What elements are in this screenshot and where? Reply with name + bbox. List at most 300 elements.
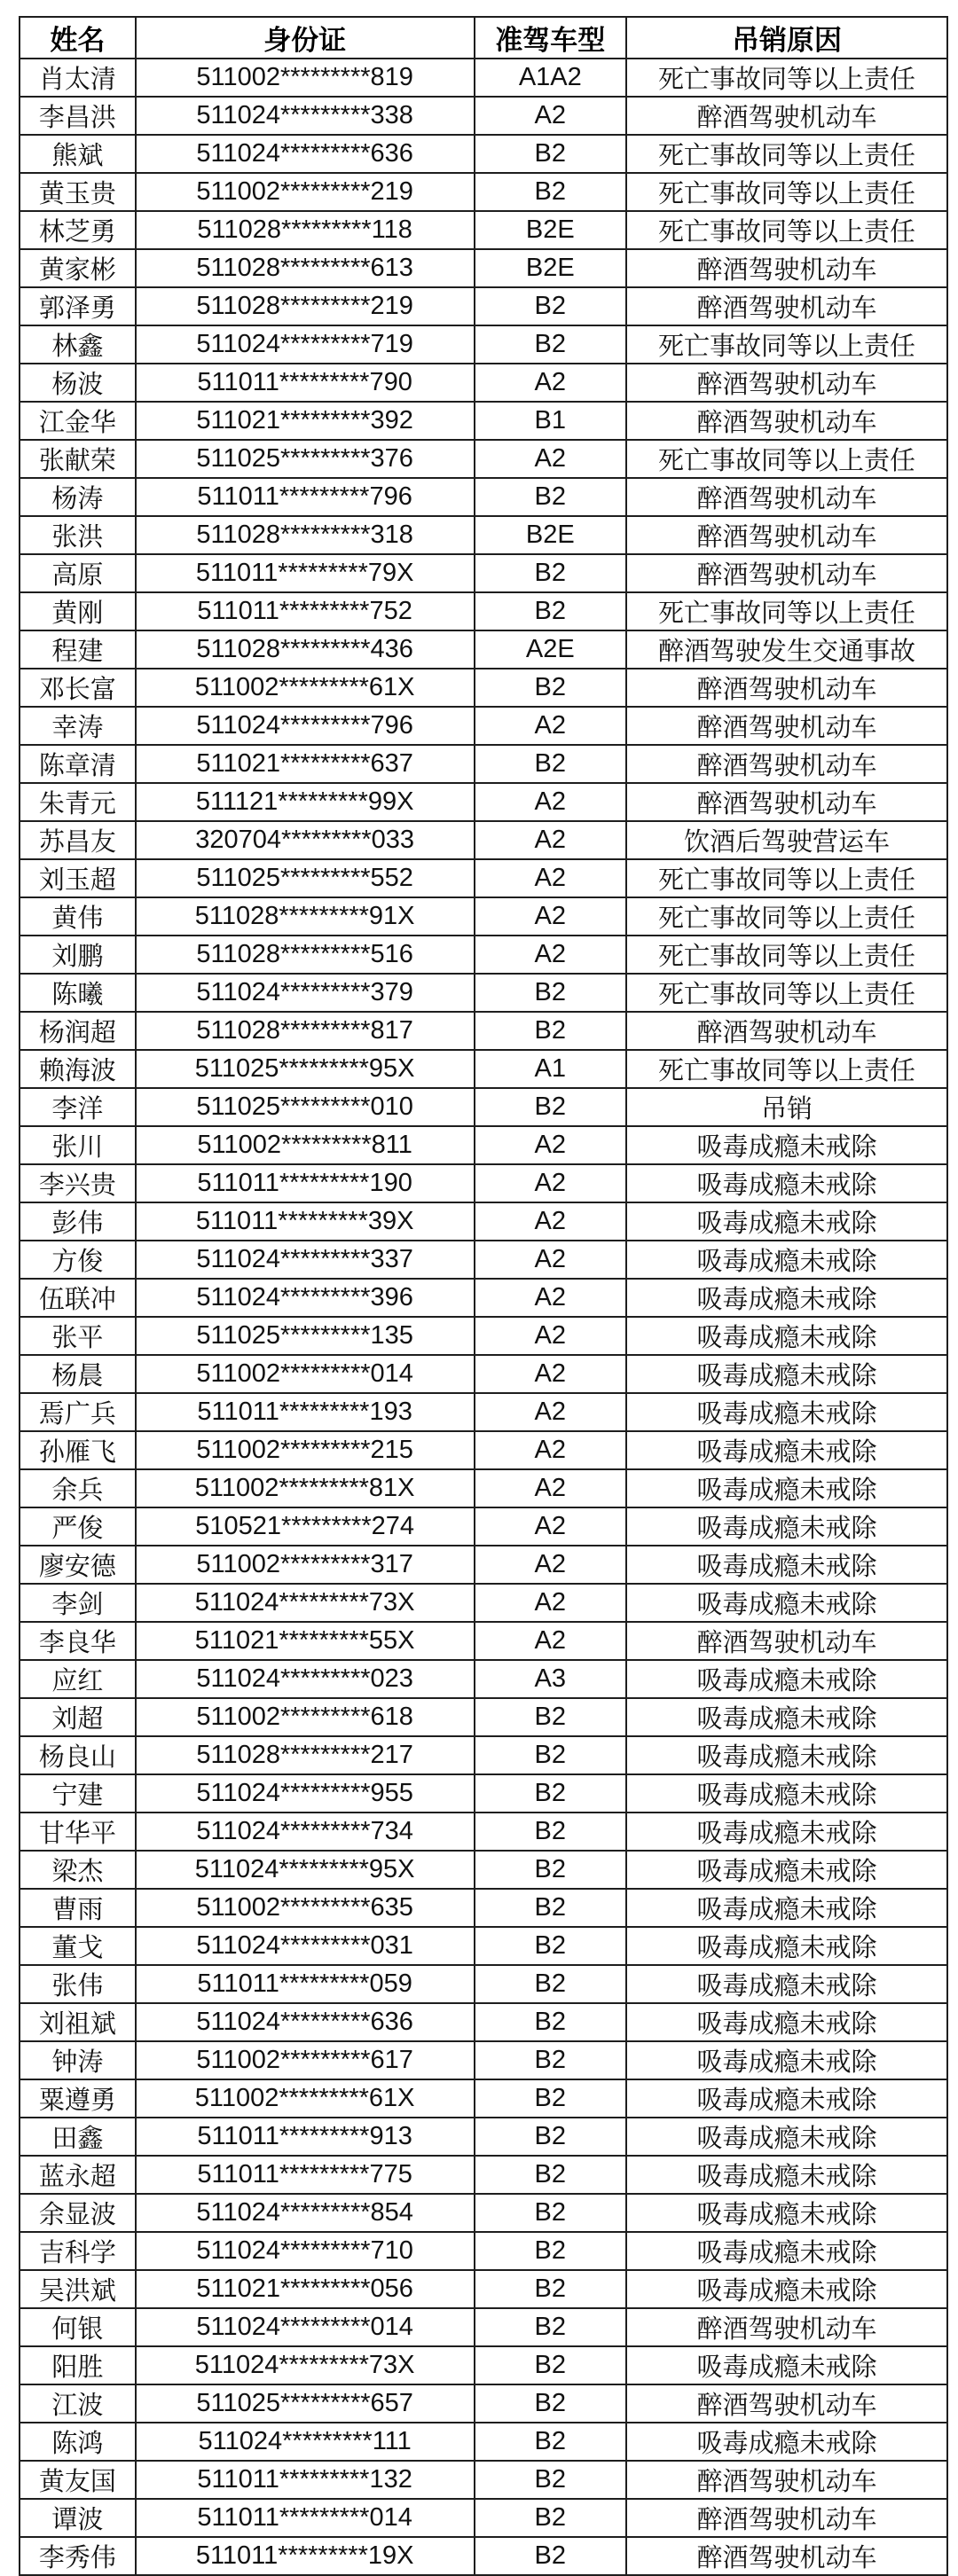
cell-name: 张献荣 [20, 440, 136, 478]
cell-name: 幸涛 [20, 707, 136, 745]
cell-id: 511011*********19X [136, 2537, 475, 2575]
cell-id: 511011*********059 [136, 1965, 475, 2003]
column-header-type: 准驾车型 [475, 17, 627, 59]
cell-reason: 醉酒驾驶机动车 [626, 2308, 947, 2346]
cell-reason: 吸毒成瘾未戒除 [626, 1584, 947, 1622]
table-row [20, 669, 947, 707]
cell-reason: 吸毒成瘾未戒除 [626, 1736, 947, 1774]
cell-type: B2 [475, 325, 627, 364]
cell-name: 田鑫 [20, 2118, 136, 2156]
cell-name: 杨润超 [20, 1012, 136, 1050]
table-row [20, 1050, 947, 1088]
cell-type: A2 [475, 440, 627, 478]
cell-type: B2 [475, 1088, 627, 1126]
cell-type: B2 [475, 2423, 627, 2461]
cell-name: 张川 [20, 1126, 136, 1164]
table-row [20, 1622, 947, 1660]
table-row [20, 1698, 947, 1736]
cell-name: 廖安德 [20, 1546, 136, 1584]
cell-name: 黄友国 [20, 2461, 136, 2499]
cell-id: 320704*********033 [136, 821, 475, 859]
table-row [20, 1202, 947, 1241]
cell-type: B2 [475, 974, 627, 1012]
cell-type: A1 [475, 1050, 627, 1088]
cell-reason: 醉酒驾驶机动车 [626, 2537, 947, 2575]
cell-type: B2 [475, 135, 627, 173]
table-row [20, 2118, 947, 2156]
cell-name: 余显波 [20, 2194, 136, 2232]
cell-id: 511024*********111 [136, 2423, 475, 2461]
cell-id: 511028*********817 [136, 1012, 475, 1050]
cell-id: 511028*********516 [136, 936, 475, 974]
cell-name: 谭波 [20, 2499, 136, 2537]
table-row [20, 1774, 947, 1813]
cell-type: B2 [475, 1736, 627, 1774]
cell-name: 陈章清 [20, 745, 136, 783]
cell-id: 511002*********317 [136, 1546, 475, 1584]
cell-id: 511002*********618 [136, 1698, 475, 1736]
cell-name: 邓长富 [20, 669, 136, 707]
cell-name: 钟涛 [20, 2041, 136, 2079]
cell-reason: 吸毒成瘾未戒除 [626, 1355, 947, 1393]
cell-id: 511021*********55X [136, 1622, 475, 1660]
cell-name: 杨晨 [20, 1355, 136, 1393]
cell-reason: 醉酒驾驶机动车 [626, 478, 947, 516]
cell-name: 陈曦 [20, 974, 136, 1012]
cell-id: 511011*********775 [136, 2156, 475, 2194]
cell-reason: 吸毒成瘾未戒除 [626, 1164, 947, 1202]
cell-type: A2 [475, 707, 627, 745]
cell-type: A2 [475, 364, 627, 402]
cell-type: B2 [475, 2003, 627, 2041]
table-row [20, 2499, 947, 2537]
cell-type: B2 [475, 1774, 627, 1813]
cell-type: A2 [475, 897, 627, 936]
table-row [20, 783, 947, 821]
cell-type: A1A2 [475, 59, 627, 97]
cell-type: A2 [475, 1584, 627, 1622]
table-row [20, 2423, 947, 2461]
cell-reason: 吸毒成瘾未戒除 [626, 2270, 947, 2308]
cell-reason: 吸毒成瘾未戒除 [626, 2156, 947, 2194]
table-row [20, 1965, 947, 2003]
cell-id: 511024*********636 [136, 135, 475, 173]
cell-type: A2E [475, 630, 627, 669]
cell-reason: 醉酒驾驶机动车 [626, 783, 947, 821]
cell-reason: 吸毒成瘾未戒除 [626, 1202, 947, 1241]
header-row [20, 17, 947, 59]
cell-name: 江金华 [20, 402, 136, 440]
cell-name: 杨涛 [20, 478, 136, 516]
table-row [20, 135, 947, 173]
cell-id: 511002*********215 [136, 1431, 475, 1469]
cell-reason: 醉酒驾驶机动车 [626, 97, 947, 135]
cell-type: A2 [475, 1546, 627, 1584]
cell-name: 伍联冲 [20, 1279, 136, 1317]
table-row [20, 821, 947, 859]
cell-id: 511024*********796 [136, 707, 475, 745]
cell-id: 511024*********014 [136, 2308, 475, 2346]
cell-reason: 吸毒成瘾未戒除 [626, 1126, 947, 1164]
cell-type: B2 [475, 2308, 627, 2346]
cell-id: 511028*********91X [136, 897, 475, 936]
cell-type: B2 [475, 1965, 627, 2003]
cell-reason: 醉酒驾驶发生交通事故 [626, 630, 947, 669]
cell-id: 511024*********734 [136, 1813, 475, 1851]
cell-id: 511028*********318 [136, 516, 475, 554]
cell-id: 511024*********023 [136, 1660, 475, 1698]
cell-reason: 吸毒成瘾未戒除 [626, 1851, 947, 1889]
cell-id: 511024*********719 [136, 325, 475, 364]
cell-name: 粟遵勇 [20, 2079, 136, 2118]
cell-name: 方俊 [20, 1241, 136, 1279]
cell-type: B2 [475, 2041, 627, 2079]
cell-id: 511011*********913 [136, 2118, 475, 2156]
cell-id: 511021*********392 [136, 402, 475, 440]
cell-type: A2 [475, 1622, 627, 1660]
table-row [20, 1851, 947, 1889]
cell-name: 张伟 [20, 1965, 136, 2003]
cell-name: 李剑 [20, 1584, 136, 1622]
table-row [20, 1736, 947, 1774]
cell-reason: 醉酒驾驶机动车 [626, 516, 947, 554]
table-row [20, 1279, 947, 1317]
cell-type: B2 [475, 2461, 627, 2499]
column-header-id: 身份证 [136, 17, 475, 59]
cell-name: 刘祖斌 [20, 2003, 136, 2041]
cell-name: 江波 [20, 2384, 136, 2423]
cell-name: 刘玉超 [20, 859, 136, 897]
cell-name: 陈鸿 [20, 2423, 136, 2461]
cell-name: 肖太清 [20, 59, 136, 97]
cell-type: A2 [475, 1469, 627, 1507]
cell-reason: 醉酒驾驶机动车 [626, 745, 947, 783]
cell-type: A2 [475, 1355, 627, 1393]
cell-type: B2 [475, 2118, 627, 2156]
cell-type: B2 [475, 2156, 627, 2194]
cell-type: A2 [475, 1279, 627, 1317]
table-row [20, 707, 947, 745]
cell-id: 511028*********613 [136, 249, 475, 287]
table-row [20, 1431, 947, 1469]
cell-name: 朱青元 [20, 783, 136, 821]
cell-reason: 死亡事故同等以上责任 [626, 974, 947, 1012]
cell-type: A2 [475, 1507, 627, 1546]
table-row [20, 1584, 947, 1622]
cell-reason: 吸毒成瘾未戒除 [626, 1927, 947, 1965]
cell-name: 董戈 [20, 1927, 136, 1965]
cell-reason: 吸毒成瘾未戒除 [626, 1774, 947, 1813]
cell-reason: 吸毒成瘾未戒除 [626, 2194, 947, 2232]
cell-type: B2 [475, 2537, 627, 2575]
cell-type: B2 [475, 1012, 627, 1050]
cell-reason: 醉酒驾驶机动车 [626, 2499, 947, 2537]
cell-reason: 醉酒驾驶机动车 [626, 249, 947, 287]
cell-name: 熊斌 [20, 135, 136, 173]
cell-type: B2 [475, 2232, 627, 2270]
cell-reason: 死亡事故同等以上责任 [626, 211, 947, 249]
cell-name: 林芝勇 [20, 211, 136, 249]
cell-reason: 死亡事故同等以上责任 [626, 897, 947, 936]
cell-type: A2 [475, 783, 627, 821]
cell-type: A2 [475, 1393, 627, 1431]
table-row [20, 2346, 947, 2384]
cell-name: 李昌洪 [20, 97, 136, 135]
table-row [20, 440, 947, 478]
cell-type: B2 [475, 2384, 627, 2423]
cell-id: 511011*********790 [136, 364, 475, 402]
cell-name: 郭泽勇 [20, 287, 136, 325]
cell-type: A2 [475, 1126, 627, 1164]
cell-reason: 吸毒成瘾未戒除 [626, 1546, 947, 1584]
cell-name: 黄伟 [20, 897, 136, 936]
cell-type: B1 [475, 402, 627, 440]
table-row [20, 1126, 947, 1164]
cell-type: B2 [475, 669, 627, 707]
table-row [20, 1393, 947, 1431]
cell-type: B2 [475, 1889, 627, 1927]
cell-type: B2 [475, 173, 627, 211]
cell-id: 511024*********031 [136, 1927, 475, 1965]
cell-reason: 死亡事故同等以上责任 [626, 440, 947, 478]
cell-reason: 醉酒驾驶机动车 [626, 287, 947, 325]
cell-reason: 死亡事故同等以上责任 [626, 859, 947, 897]
cell-reason: 吸毒成瘾未戒除 [626, 1698, 947, 1736]
cell-name: 杨良山 [20, 1736, 136, 1774]
cell-id: 511011*********132 [136, 2461, 475, 2499]
cell-id: 511025*********376 [136, 440, 475, 478]
table-row [20, 173, 947, 211]
cell-reason: 醉酒驾驶机动车 [626, 554, 947, 592]
cell-type: B2E [475, 211, 627, 249]
cell-reason: 吸毒成瘾未戒除 [626, 1507, 947, 1546]
table-row [20, 859, 947, 897]
cell-reason: 醉酒驾驶机动车 [626, 1012, 947, 1050]
cell-reason: 醉酒驾驶机动车 [626, 2384, 947, 2423]
cell-id: 511002*********617 [136, 2041, 475, 2079]
table-row [20, 2270, 947, 2308]
cell-name: 焉广兵 [20, 1393, 136, 1431]
table-row [20, 1088, 947, 1126]
cell-name: 林鑫 [20, 325, 136, 364]
cell-type: B2 [475, 2346, 627, 2384]
table-row [20, 2041, 947, 2079]
table-row [20, 2232, 947, 2270]
cell-name: 严俊 [20, 1507, 136, 1546]
table-row [20, 630, 947, 669]
cell-name: 刘超 [20, 1698, 136, 1736]
cell-name: 李兴贵 [20, 1164, 136, 1202]
table-row [20, 249, 947, 287]
cell-type: B2 [475, 478, 627, 516]
table-row [20, 2079, 947, 2118]
table-row [20, 211, 947, 249]
cell-id: 511025*********657 [136, 2384, 475, 2423]
cell-reason: 死亡事故同等以上责任 [626, 936, 947, 974]
cell-id: 511021*********637 [136, 745, 475, 783]
cell-id: 511002*********819 [136, 59, 475, 97]
cell-id: 511021*********056 [136, 2270, 475, 2308]
cell-type: B2 [475, 1851, 627, 1889]
cell-reason: 吸毒成瘾未戒除 [626, 1469, 947, 1507]
cell-id: 511011*********193 [136, 1393, 475, 1431]
cell-type: B2 [475, 1927, 627, 1965]
table-row [20, 554, 947, 592]
cell-reason: 吸毒成瘾未戒除 [626, 1279, 947, 1317]
table-row [20, 1317, 947, 1355]
column-header-name: 姓名 [20, 17, 136, 59]
cell-name: 黄玉贵 [20, 173, 136, 211]
table-row [20, 97, 947, 135]
cell-type: A2 [475, 1241, 627, 1279]
cell-type: B2 [475, 1698, 627, 1736]
table-row [20, 2308, 947, 2346]
cell-id: 511002*********81X [136, 1469, 475, 1507]
cell-id: 511024*********955 [136, 1774, 475, 1813]
cell-reason: 吸毒成瘾未戒除 [626, 1393, 947, 1431]
cell-name: 黄家彬 [20, 249, 136, 287]
cell-id: 511121*********99X [136, 783, 475, 821]
cell-name: 刘鹏 [20, 936, 136, 974]
table-row [20, 1813, 947, 1851]
cell-name: 阳胜 [20, 2346, 136, 2384]
cell-name: 张平 [20, 1317, 136, 1355]
cell-id: 511024*********710 [136, 2232, 475, 2270]
cell-id: 511002*********61X [136, 669, 475, 707]
table-row [20, 974, 947, 1012]
cell-reason: 吸毒成瘾未戒除 [626, 1813, 947, 1851]
cell-id: 511025*********010 [136, 1088, 475, 1126]
cell-reason: 死亡事故同等以上责任 [626, 173, 947, 211]
cell-type: B2 [475, 287, 627, 325]
cell-id: 511024*********337 [136, 1241, 475, 1279]
cell-id: 511024*********73X [136, 1584, 475, 1622]
cell-type: A2 [475, 859, 627, 897]
cell-name: 李良华 [20, 1622, 136, 1660]
table-row [20, 2537, 947, 2575]
cell-name: 曹雨 [20, 1889, 136, 1927]
table-row [20, 364, 947, 402]
table-row [20, 1507, 947, 1546]
cell-name: 李洋 [20, 1088, 136, 1126]
cell-id: 511024*********854 [136, 2194, 475, 2232]
cell-reason: 醉酒驾驶机动车 [626, 364, 947, 402]
cell-reason: 吸毒成瘾未戒除 [626, 1660, 947, 1698]
cell-name: 梁杰 [20, 1851, 136, 1889]
cell-id: 511011*********752 [136, 592, 475, 630]
cell-name: 孙雁飞 [20, 1431, 136, 1469]
table-row [20, 936, 947, 974]
table-row [20, 325, 947, 364]
cell-id: 511002*********635 [136, 1889, 475, 1927]
table-row [20, 1660, 947, 1698]
cell-id: 511028*********436 [136, 630, 475, 669]
cell-id: 511024*********636 [136, 2003, 475, 2041]
cell-type: B2 [475, 2270, 627, 2308]
cell-name: 苏昌友 [20, 821, 136, 859]
cell-type: A2 [475, 1431, 627, 1469]
table-row [20, 2156, 947, 2194]
cell-name: 应红 [20, 1660, 136, 1698]
table-row [20, 402, 947, 440]
cell-id: 511025*********95X [136, 1050, 475, 1088]
cell-name: 李秀伟 [20, 2537, 136, 2575]
cell-reason: 饮酒后驾驶营运车 [626, 821, 947, 859]
cell-reason: 吊销 [626, 1088, 947, 1126]
cell-reason: 吸毒成瘾未戒除 [626, 2346, 947, 2384]
table-row [20, 897, 947, 936]
cell-type: A2 [475, 936, 627, 974]
table-row [20, 1927, 947, 1965]
cell-id: 511024*********73X [136, 2346, 475, 2384]
cell-name: 吉科学 [20, 2232, 136, 2270]
cell-name: 黄刚 [20, 592, 136, 630]
cell-reason: 醉酒驾驶机动车 [626, 669, 947, 707]
cell-type: B2E [475, 516, 627, 554]
cell-type: A2 [475, 1164, 627, 1202]
cell-id: 511002*********61X [136, 2079, 475, 2118]
cell-type: A3 [475, 1660, 627, 1698]
table-row [20, 478, 947, 516]
table-row [20, 1241, 947, 1279]
cell-type: B2 [475, 592, 627, 630]
cell-id: 511011*********190 [136, 1164, 475, 1202]
cell-name: 吴洪斌 [20, 2270, 136, 2308]
column-header-reason: 吊销原因 [626, 17, 947, 59]
table-row [20, 2384, 947, 2423]
cell-id: 511028*********219 [136, 287, 475, 325]
table-row [20, 592, 947, 630]
cell-type: A2 [475, 1317, 627, 1355]
cell-reason: 吸毒成瘾未戒除 [626, 2118, 947, 2156]
cell-id: 511025*********135 [136, 1317, 475, 1355]
cell-id: 511002*********219 [136, 173, 475, 211]
cell-reason: 醉酒驾驶机动车 [626, 1622, 947, 1660]
cell-type: B2 [475, 2079, 627, 2118]
cell-reason: 吸毒成瘾未戒除 [626, 1241, 947, 1279]
cell-name: 何银 [20, 2308, 136, 2346]
cell-reason: 吸毒成瘾未戒除 [626, 2041, 947, 2079]
table-row [20, 2003, 947, 2041]
cell-name: 程建 [20, 630, 136, 669]
cell-id: 510521*********274 [136, 1507, 475, 1546]
table-row [20, 2461, 947, 2499]
table-row [20, 1355, 947, 1393]
cell-type: A2 [475, 1202, 627, 1241]
table-row [20, 1012, 947, 1050]
cell-id: 511024*********95X [136, 1851, 475, 1889]
table-body [20, 59, 947, 2575]
cell-reason: 吸毒成瘾未戒除 [626, 2423, 947, 2461]
cell-id: 511024*********379 [136, 974, 475, 1012]
cell-type: A2 [475, 97, 627, 135]
cell-id: 511024*********338 [136, 97, 475, 135]
cell-id: 511002*********811 [136, 1126, 475, 1164]
table-row [20, 287, 947, 325]
cell-id: 511025*********552 [136, 859, 475, 897]
cell-reason: 死亡事故同等以上责任 [626, 135, 947, 173]
cell-reason: 死亡事故同等以上责任 [626, 592, 947, 630]
cell-reason: 吸毒成瘾未戒除 [626, 1965, 947, 2003]
table-row [20, 2194, 947, 2232]
revocation-table [19, 16, 948, 2576]
table-row [20, 1546, 947, 1584]
cell-id: 511002*********014 [136, 1355, 475, 1393]
cell-name: 杨波 [20, 364, 136, 402]
cell-id: 511028*********217 [136, 1736, 475, 1774]
cell-reason: 吸毒成瘾未戒除 [626, 2232, 947, 2270]
cell-id: 511011*********796 [136, 478, 475, 516]
